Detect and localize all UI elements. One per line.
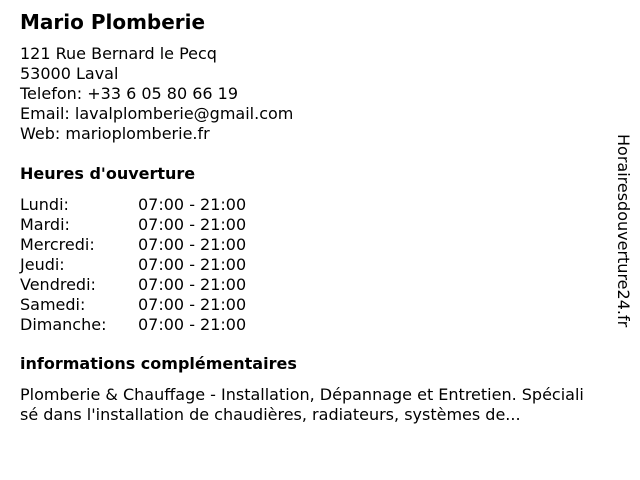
hours-row-monday	[20, 195, 280, 215]
time-range: 07:00 - 21:00	[138, 255, 247, 274]
phone-number: Telefon: +33 6 05 80 66 19	[20, 84, 239, 103]
website: Web: marioplomberie.fr	[20, 124, 210, 143]
site-watermark: Horairesdouverture24.fr	[614, 134, 633, 328]
time-range: 07:00 - 21:00	[138, 295, 247, 314]
day-label: Samedi:	[20, 295, 86, 314]
hours-row-tuesday	[20, 215, 280, 235]
city-postal: 53000 Laval	[20, 64, 119, 83]
hours-row-sunday	[20, 315, 280, 335]
opening-hours-table	[20, 195, 280, 335]
day-label: Jeudi:	[20, 255, 65, 274]
day-label: Lundi:	[20, 195, 69, 214]
email-address: Email: lavalplomberie@gmail.com	[20, 104, 294, 123]
hours-row-friday	[20, 275, 280, 295]
time-range: 07:00 - 21:00	[138, 275, 247, 294]
hours-row-thursday	[20, 255, 280, 275]
contact-block	[20, 44, 293, 144]
time-range: 07:00 - 21:00	[138, 235, 247, 254]
time-range: 07:00 - 21:00	[138, 215, 247, 234]
street-address: 121 Rue Bernard le Pecq	[20, 44, 217, 63]
time-range: 07:00 - 21:00	[138, 195, 247, 214]
business-description: Plomberie & Chauffage - Installation, Dépannage et Entretien. Spécialisé dans l'installation de chaudières, radiateurs, systèmes de...	[20, 385, 584, 424]
business-name: Mario Plomberie	[20, 10, 206, 34]
additional-info-heading: informations complémentaires	[20, 354, 297, 373]
day-label: Dimanche:	[20, 315, 107, 334]
hours-row-wednesday	[20, 235, 280, 255]
opening-hours-heading: Heures d'ouverture	[20, 164, 196, 183]
day-label: Vendredi:	[20, 275, 96, 294]
day-label: Mardi:	[20, 215, 70, 234]
time-range: 07:00 - 21:00	[138, 315, 247, 334]
day-label: Mercredi:	[20, 235, 95, 254]
hours-row-saturday	[20, 295, 280, 315]
